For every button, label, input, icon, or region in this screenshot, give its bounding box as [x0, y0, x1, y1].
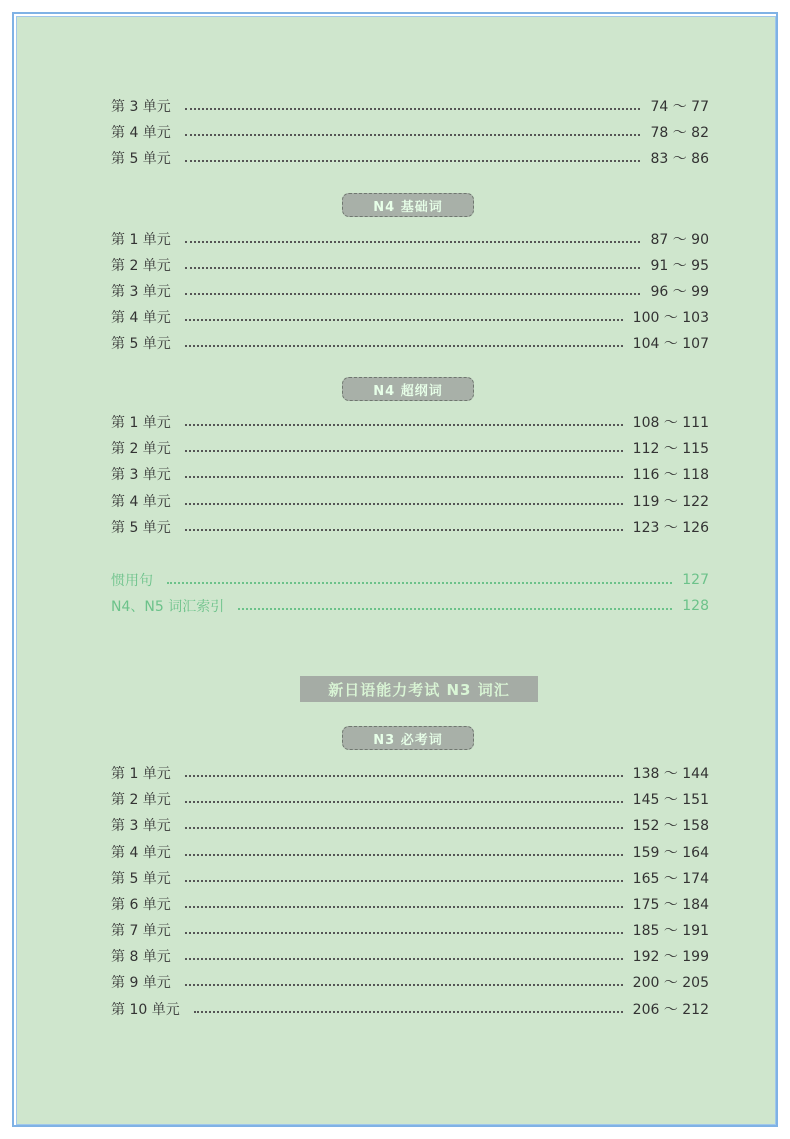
toc-entry[interactable]: [111, 254, 709, 276]
leader-dots: [185, 932, 623, 934]
leader-dots: [185, 984, 623, 986]
leader-dots: [185, 827, 623, 829]
leader-dots: [238, 608, 672, 610]
toc-entry-label: 第 3 单元: [111, 284, 171, 300]
toc-entry[interactable]: [111, 306, 709, 328]
toc-entry[interactable]: [111, 228, 709, 250]
toc-entry[interactable]: [111, 971, 709, 993]
toc-entry-label: 第 9 单元: [111, 975, 171, 991]
part-banner-n3: 新日语能力考试 N3 词汇: [300, 676, 538, 702]
toc-entry[interactable]: [111, 411, 709, 433]
toc-entry-pages: 96 ～ 99: [650, 284, 709, 300]
toc-entry[interactable]: [111, 945, 709, 967]
toc-entry-pages: 206 ～ 212: [632, 1002, 709, 1018]
section-heading-n4-basic: N4 基础词: [342, 193, 474, 217]
toc-entry-pages: 112 ～ 115: [632, 441, 709, 457]
toc-entry-pages: 104 ～ 107: [632, 336, 709, 352]
leader-dots: [185, 503, 623, 505]
toc-entry-index[interactable]: [111, 595, 709, 617]
leader-dots: [185, 775, 623, 777]
leader-dots: [185, 160, 641, 162]
leader-dots: [185, 293, 641, 295]
toc-entry-label: 第 5 单元: [111, 336, 171, 352]
toc-entry-label: 第 1 单元: [111, 232, 171, 248]
section-heading-n4-advanced: N4 超纲词: [342, 377, 474, 401]
toc-entry-label: 惯用句: [111, 573, 153, 589]
toc-entry-label: 第 7 单元: [111, 923, 171, 939]
toc-entry-pages: 78 ～ 82: [650, 125, 709, 141]
toc-entry-label: 第 2 单元: [111, 258, 171, 274]
toc-entry-pages: 127: [682, 572, 709, 588]
toc-entry[interactable]: [111, 814, 709, 836]
toc-entry-label: 第 3 单元: [111, 99, 171, 115]
toc-entry-pages: 185 ～ 191: [632, 923, 709, 939]
table-of-contents: [17, 17, 775, 1124]
toc-entry[interactable]: [111, 516, 709, 538]
leader-dots: [185, 424, 623, 426]
leader-dots: [185, 958, 623, 960]
toc-entry-label: 第 3 单元: [111, 467, 171, 483]
leader-dots: [185, 529, 623, 531]
toc-entry[interactable]: [111, 280, 709, 302]
leader-dots: [167, 582, 672, 584]
toc-entry-label: 第 5 单元: [111, 871, 171, 887]
toc-entry[interactable]: [111, 841, 709, 863]
toc-entry[interactable]: [111, 998, 709, 1020]
section-heading-n3-required: N3 必考词: [342, 726, 474, 750]
leader-dots: [185, 906, 623, 908]
toc-entry[interactable]: [111, 332, 709, 354]
toc-entry-pages: 175 ～ 184: [632, 897, 709, 913]
toc-entry-idioms[interactable]: [111, 569, 709, 591]
leader-dots: [194, 1011, 623, 1013]
leader-dots: [185, 134, 641, 136]
toc-entry-pages: 108 ～ 111: [632, 415, 709, 431]
toc-entry-pages: 128: [682, 598, 709, 614]
leader-dots: [185, 801, 623, 803]
toc-entry-pages: 165 ～ 174: [632, 871, 709, 887]
leader-dots: [185, 108, 641, 110]
toc-entry[interactable]: [111, 762, 709, 784]
leader-dots: [185, 241, 641, 243]
toc-entry-label: 第 6 单元: [111, 897, 171, 913]
toc-entry[interactable]: [111, 490, 709, 512]
toc-entry-pages: 116 ～ 118: [632, 467, 709, 483]
toc-entry-pages: 100 ～ 103: [632, 310, 709, 326]
toc-entry-pages: 159 ～ 164: [632, 845, 709, 861]
toc-entry-pages: 74 ～ 77: [650, 99, 709, 115]
toc-entry-label: N4、N5 词汇索引: [111, 599, 225, 615]
toc-entry-label: 第 2 单元: [111, 441, 171, 457]
toc-entry-label: 第 4 单元: [111, 494, 171, 510]
toc-entry-label: 第 4 单元: [111, 845, 171, 861]
toc-entry-label: 第 4 单元: [111, 310, 171, 326]
toc-entry[interactable]: [111, 463, 709, 485]
toc-entry-pages: 83 ～ 86: [650, 151, 709, 167]
toc-page: [16, 16, 776, 1125]
leader-dots: [185, 854, 623, 856]
toc-entry[interactable]: [111, 919, 709, 941]
toc-entry[interactable]: [111, 121, 709, 143]
leader-dots: [185, 476, 623, 478]
leader-dots: [185, 345, 623, 347]
toc-entry-pages: 87 ～ 90: [650, 232, 709, 248]
toc-entry-pages: 145 ～ 151: [632, 792, 709, 808]
toc-entry-label: 第 2 单元: [111, 792, 171, 808]
toc-entry-label: 第 10 单元: [111, 1002, 180, 1018]
toc-entry[interactable]: [111, 437, 709, 459]
toc-entry-label: 第 3 单元: [111, 818, 171, 834]
toc-entry[interactable]: [111, 95, 709, 117]
toc-entry-pages: 119 ～ 122: [632, 494, 709, 510]
toc-entry-label: 第 1 单元: [111, 415, 171, 431]
toc-entry-pages: 138 ～ 144: [632, 766, 709, 782]
toc-entry[interactable]: [111, 147, 709, 169]
leader-dots: [185, 450, 623, 452]
leader-dots: [185, 267, 641, 269]
toc-entry[interactable]: [111, 893, 709, 915]
toc-entry-label: 第 1 单元: [111, 766, 171, 782]
toc-entry-pages: 152 ～ 158: [632, 818, 709, 834]
toc-entry-label: 第 5 单元: [111, 151, 171, 167]
leader-dots: [185, 880, 623, 882]
toc-entry[interactable]: [111, 788, 709, 810]
toc-entry-pages: 200 ～ 205: [632, 975, 709, 991]
toc-entry-pages: 192 ～ 199: [632, 949, 709, 965]
toc-entry-label: 第 4 单元: [111, 125, 171, 141]
toc-entry-label: 第 8 单元: [111, 949, 171, 965]
toc-entry-label: 第 5 单元: [111, 520, 171, 536]
toc-entry-pages: 91 ～ 95: [650, 258, 709, 274]
leader-dots: [185, 319, 623, 321]
toc-entry-pages: 123 ～ 126: [632, 520, 709, 536]
toc-entry[interactable]: [111, 867, 709, 889]
